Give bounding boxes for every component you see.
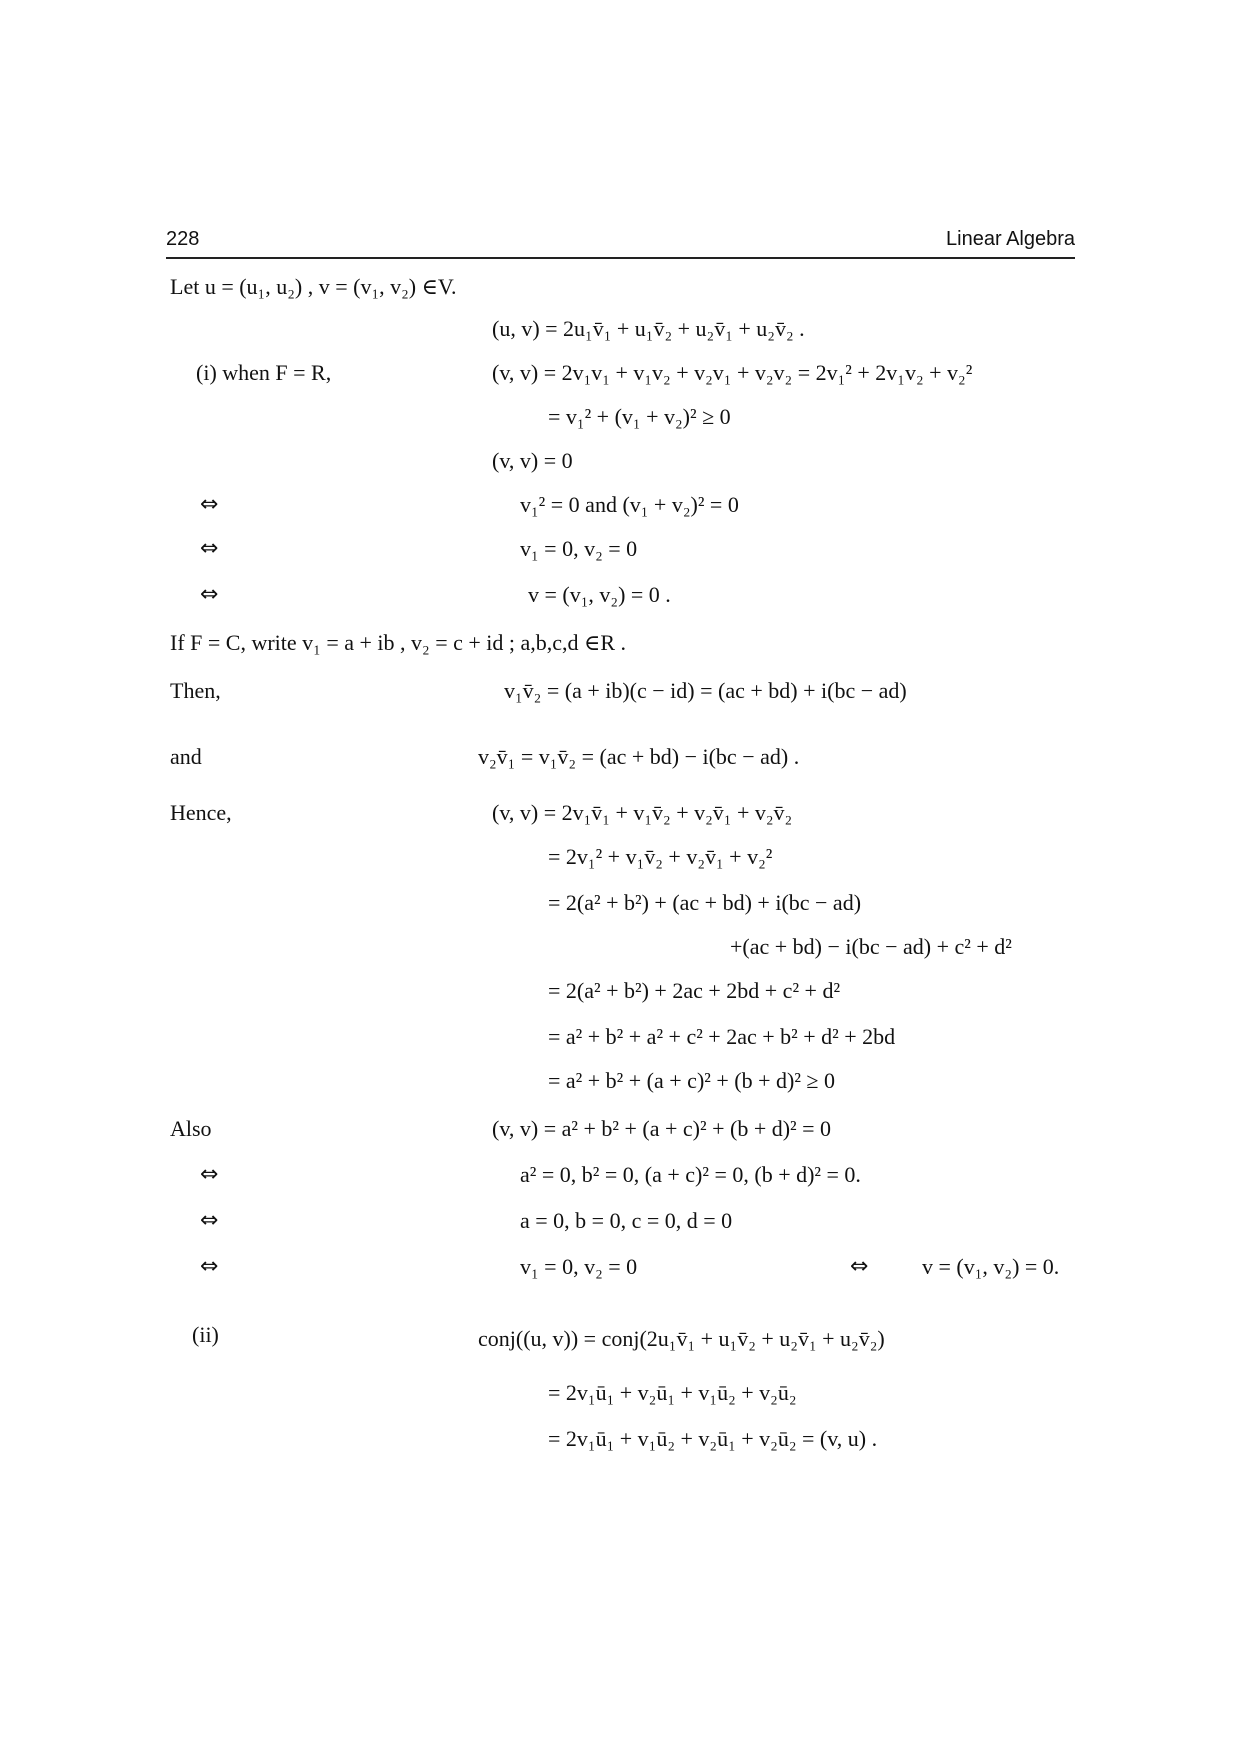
iff-arrow: ⇔ — [200, 1162, 219, 1187]
hence-line-5: = 2(a² + b²) + 2ac + 2bd + c² + d² — [548, 978, 841, 1003]
then-label: Then, — [170, 678, 221, 703]
and-equation: v₂v̄₁ = v₁v̄₂ = (ac + bd) − i(bc − ad) . — [478, 744, 800, 769]
also-label: Also — [170, 1116, 212, 1141]
iff-arrow: ⇔ — [850, 1254, 869, 1279]
hence-line-4: +(ac + bd) − i(bc − ad) + c² + d² — [730, 934, 1012, 959]
case-ii-label: (ii) — [192, 1322, 219, 1347]
and-label: and — [170, 744, 202, 769]
case-i-equation-continued: = v₁² + (v₁ + v₂)² ≥ 0 — [548, 404, 731, 429]
iff-arrow: ⇔ — [200, 582, 219, 607]
iff-step-1: v₁² = 0 and (v₁ + v₂)² = 0 — [520, 492, 739, 517]
case-ii-line-2: = 2v₁ū₁ + v₂ū₁ + v₁ū₂ + v₂ū₂ — [548, 1380, 797, 1405]
iff-arrow: ⇔ — [200, 536, 219, 561]
also-step-3-result: v = (v₁, v₂) = 0. — [922, 1254, 1060, 1279]
hence-line-7: = a² + b² + (a + c)² + (b + d)² ≥ 0 — [548, 1068, 835, 1093]
iff-arrow: ⇔ — [200, 1208, 219, 1233]
zero-condition: (v, v) = 0 — [492, 448, 573, 473]
case-i-equation: (v, v) = 2v₁v₁ + v₁v₂ + v₂v₁ + v₂v₂ = 2v₁² + 2v₁v₂ + v₂² — [492, 360, 973, 385]
iff-step-3: v = (v₁, v₂) = 0 . — [528, 582, 671, 607]
iff-arrow: ⇔ — [200, 492, 219, 517]
also-step-2: a = 0, b = 0, c = 0, d = 0 — [520, 1208, 733, 1233]
iff-arrow: ⇔ — [200, 1254, 219, 1279]
iff-step-2: v₁ = 0, v₂ = 0 — [520, 536, 638, 561]
then-equation: v₁v̄₂ = (a + ib)(c − id) = (ac + bd) + i(bc − ad) — [504, 678, 907, 703]
also-step-1: a² = 0, b² = 0, (a + c)² = 0, (b + d)² = 0. — [520, 1162, 861, 1187]
inner-product-definition: (u, v) = 2u₁v̄₁ + u₁v̄₂ + u₂v̄₁ + u₂v̄₂ . — [492, 316, 805, 341]
case-ii-line-3: = 2v₁ū₁ + v₁ū₂ + v₂ū₁ + v₂ū₂ = (v, u) . — [548, 1426, 878, 1451]
case-i-label: (i) when F = R, — [196, 360, 332, 385]
hence-line-1: (v, v) = 2v₁v̄₁ + v₁v̄₂ + v₂v̄₁ + v₂v̄₂ — [492, 800, 793, 825]
intro-line: Let u = (u₁, u₂) , v = (v₁, v₂) ∈V. — [170, 274, 457, 299]
hence-line-2: = 2v₁² + v₁v̄₂ + v₂v̄₁ + v₂² — [548, 844, 773, 869]
running-title: Linear Algebra — [946, 228, 1075, 250]
hence-label: Hence, — [170, 800, 232, 825]
header-rule — [166, 257, 1075, 259]
hence-line-6: = a² + b² + a² + c² + 2ac + b² + d² + 2bd — [548, 1024, 896, 1049]
hence-line-3: = 2(a² + b²) + (ac + bd) + i(bc − ad) — [548, 890, 862, 915]
case-complex-intro: If F = C, write v₁ = a + ib , v₂ = c + id ; a,b,c,d ∈R . — [170, 630, 626, 655]
also-step-3: v₁ = 0, v₂ = 0 — [520, 1254, 638, 1279]
also-equation: (v, v) = a² + b² + (a + c)² + (b + d)² = 0 — [492, 1116, 832, 1141]
page-number: 228 — [166, 228, 200, 250]
case-ii-line-1: conj((u, v)) = conj(2u₁v̄₁ + u₁v̄₂ + u₂v̄₁ + u₂v̄₂) — [478, 1326, 885, 1351]
